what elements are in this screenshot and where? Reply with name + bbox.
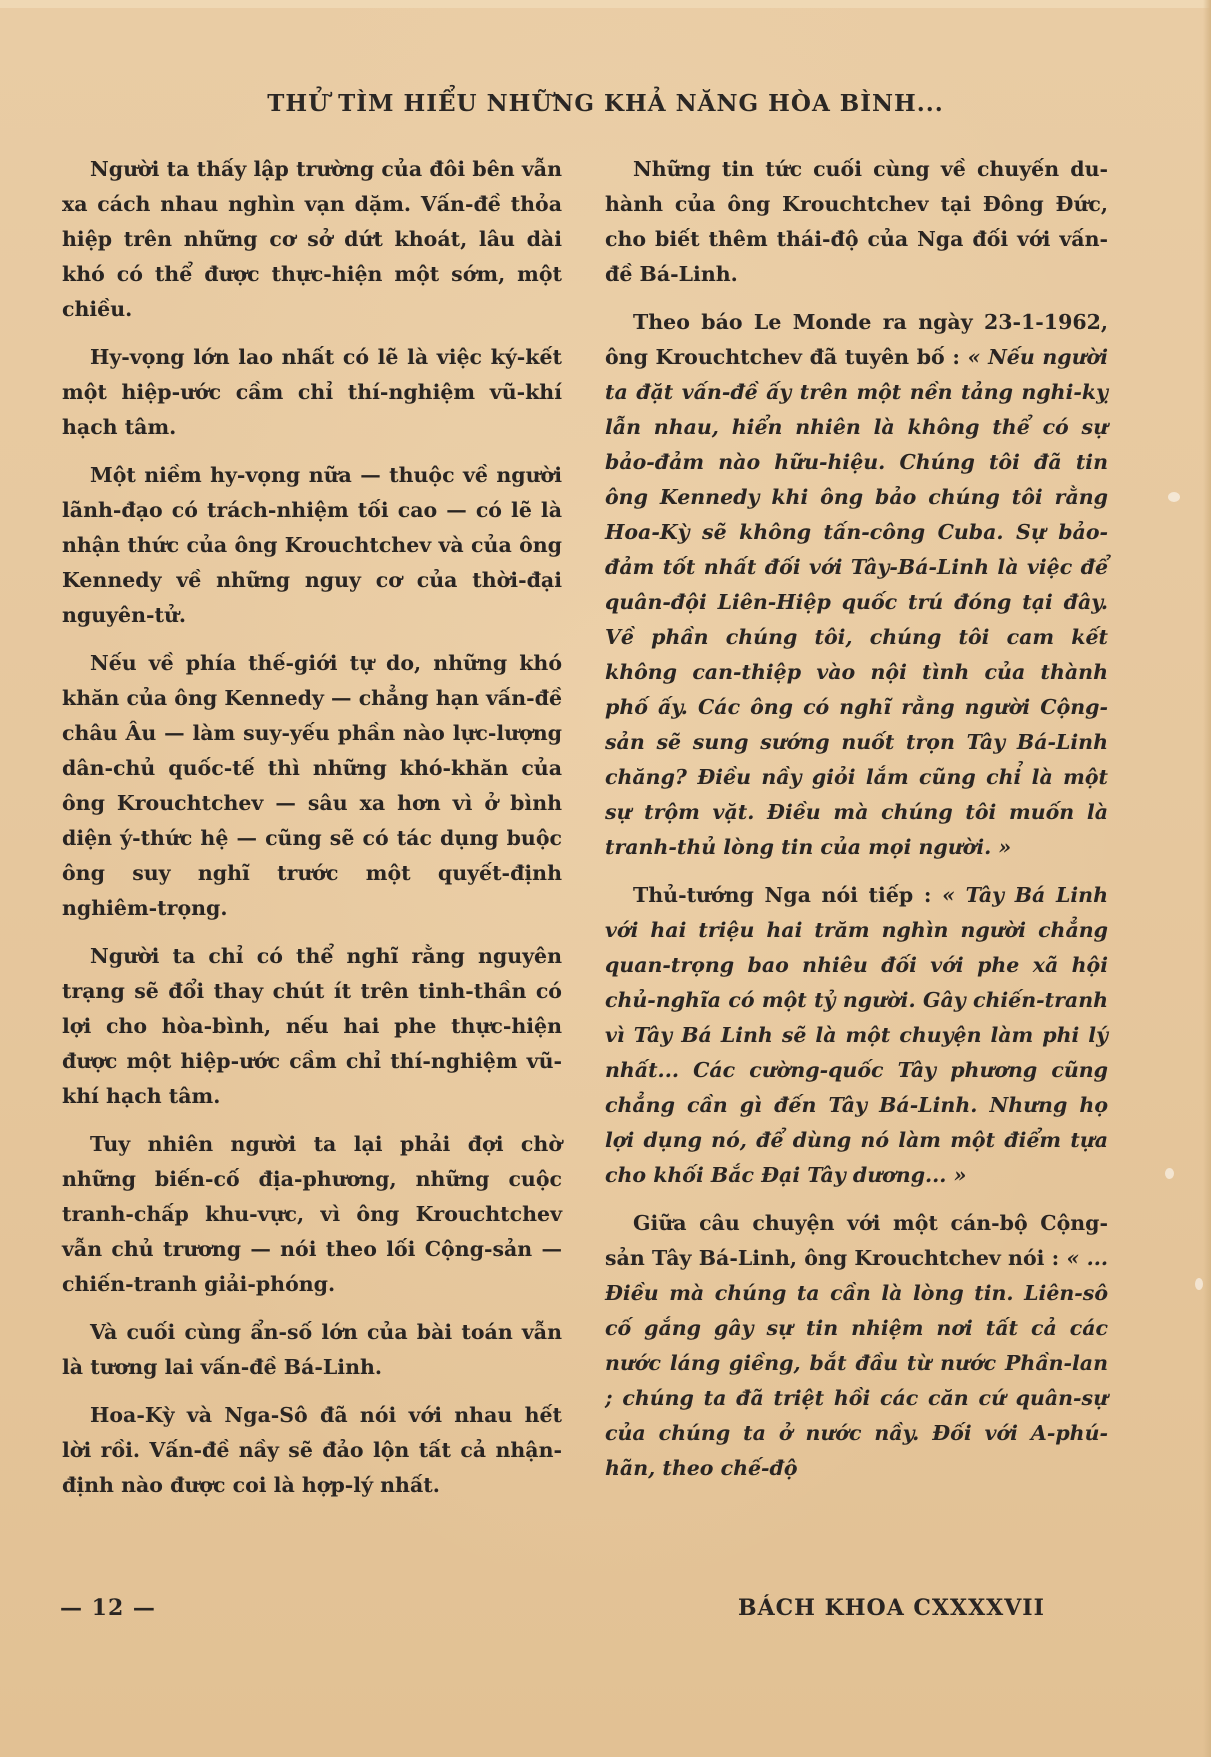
right-paragraph-1: Những tin tức cuối cùng về chuyến du-hành của ông Krouchtchev tại Đông Đức, cho biết thêm thái-độ của Nga đối với vấn-đề Bá-Linh. <box>605 157 1108 286</box>
left-paragraph-8: Hoa-Kỳ và Nga-Sô đã nói với nhau hết lời rồi. Vấn-đề nầy sẽ đảo lộn tất cả nhận-định nào được coi là hợp-lý nhất. <box>62 1403 562 1497</box>
left-paragraph-3: Một niềm hy-vọng nữa — thuộc về người lãnh-đạo có trách-nhiệm tối cao — có lẽ là nhận thức của ông Krouchtchev và của ông Kennedy về những nguy cơ của thời-đại nguyên-tử. <box>62 463 562 627</box>
right-paragraph-3 <box>605 878 1108 1193</box>
right-paragraph-4-intro: Giữa câu chuyện với một cán-bộ Cộng-sản Tây Bá-Linh, ông Krouchtchev nói : <box>605 1211 1108 1270</box>
krouchtchev-quote-3: « ... Điều mà chúng ta cần là lòng tin. Liên-sô cố gắng gây sự tin nhiệm nơi tất cả các nước láng giềng, bắt đầu từ nước Phần-lan ; chúng ta đã triệt hồi các căn cứ quân-sự của chúng ta ở nước nầy. Đối với A-phú-hãn, theo chế-độ <box>605 1246 1108 1480</box>
right-column <box>605 152 1108 1499</box>
right-paragraph-3-intro: Thủ-tướng Nga nói tiếp : <box>633 883 932 907</box>
left-column <box>62 152 562 1516</box>
page-right-edge <box>1203 0 1211 1757</box>
paper-spot <box>1165 1168 1174 1179</box>
left-paragraph-5: Người ta chỉ có thể nghĩ rằng nguyên trạng sẽ đổi thay chút ít trên tinh-thần có lợi cho hòa-bình, nếu hai phe thực-hiện được một hiệp-ước cầm chỉ thí-nghiệm vũ-khí hạch tâm. <box>62 944 562 1108</box>
left-paragraph-7: Và cuối cùng ẩn-số lớn của bài toán vẫn là tương lai vấn-đề Bá-Linh. <box>62 1320 562 1379</box>
krouchtchev-quote-1: « Nếu người ta đặt vấn-đề ấy trên một nền tảng nghi-kỵ lẫn nhau, hiển nhiên là không thể có sự bảo-đảm nào hữu-hiệu. Chúng tôi đã tin ông Kennedy khi ông bảo chúng tôi rằng Hoa-Kỳ sẽ không tấn-công Cuba. Sự bảo-đảm tốt nhất đối với Tây-Bá-Linh là việc để quân-đội Liên-Hiệp quốc trú đóng tại đây. Về phần chúng tôi, chúng tôi cam kết không can-thiệp vào nội tình của thành phố ấy. Các ông có nghĩ rằng người Cộng-sản sẽ sung sướng nuốt trọn Tây Bá-Linh chăng? Điều nầy giỏi lắm cũng chỉ là một sự trộm vặt. Điều mà chúng tôi muốn là tranh-thủ lòng tin của mọi người. » <box>605 345 1108 859</box>
running-title: THỬ TÌM HIỂU NHỮNG KHẢ NĂNG HÒA BÌNH... <box>267 90 944 117</box>
left-paragraph-4: Nếu về phía thế-giới tự do, những khó khăn của ông Kennedy — chẳng hạn vấn-đề châu Âu — làm suy-yếu phần nào lực-lượng dân-chủ quốc-tế thì những khó-khăn của ông Krouchtchev — sâu xa hơn vì ở bình diện ý-thức hệ — cũng sẽ có tác dụng buộc ông suy nghĩ trước một quyết-định nghiêm-trọng. <box>62 651 562 920</box>
right-paragraph-2-intro: Theo báo Le Monde ra ngày 23-1-1962, ông Krouchtchev đã tuyên bố : <box>605 310 1108 369</box>
right-paragraph-4 <box>605 1206 1108 1486</box>
page-top-edge <box>0 0 1211 8</box>
left-paragraph-1: Người ta thấy lập trường của đôi bên vẫn xa cách nhau nghìn vạn dặm. Vấn-đề thỏa hiệp trên những cơ sở dứt khoát, lâu dài khó có thể được thực-hiện một sớm, một chiều. <box>62 157 562 321</box>
left-paragraph-2: Hy-vọng lớn lao nhất có lẽ là việc ký-kết một hiệp-ước cầm chỉ thí-nghiệm vũ-khí hạch tâm. <box>62 345 562 439</box>
paper-spot <box>1168 492 1180 502</box>
journal-issue: BÁCH KHOA CXXXXVII <box>738 1595 1045 1621</box>
right-paragraph-2 <box>605 305 1108 865</box>
left-paragraph-6: Tuy nhiên người ta lại phải đợi chờ những biến-cố địa-phương, những cuộc tranh-chấp khu-vực, vì ông Krouchtchev vẫn chủ trương — nói theo lối Cộng-sản — chiến-tranh giải-phóng. <box>62 1132 562 1296</box>
page-number: — 12 — <box>60 1595 156 1621</box>
krouchtchev-quote-2: « Tây Bá Linh với hai triệu hai trăm nghìn người chẳng quan-trọng bao nhiêu đối với phe xã hội chủ-nghĩa có một tỷ người. Gây chiến-tranh vì Tây Bá Linh sẽ là một chuyện làm phi lý nhất... Các cường-quốc Tây phương cũng chẳng cần gì đến Tây Bá-Linh. Nhưng họ lợi dụng nó, để dùng nó làm một điểm tựa cho khối Bắc Đại Tây dương... » <box>605 883 1108 1187</box>
paper-spot <box>1195 1278 1203 1290</box>
